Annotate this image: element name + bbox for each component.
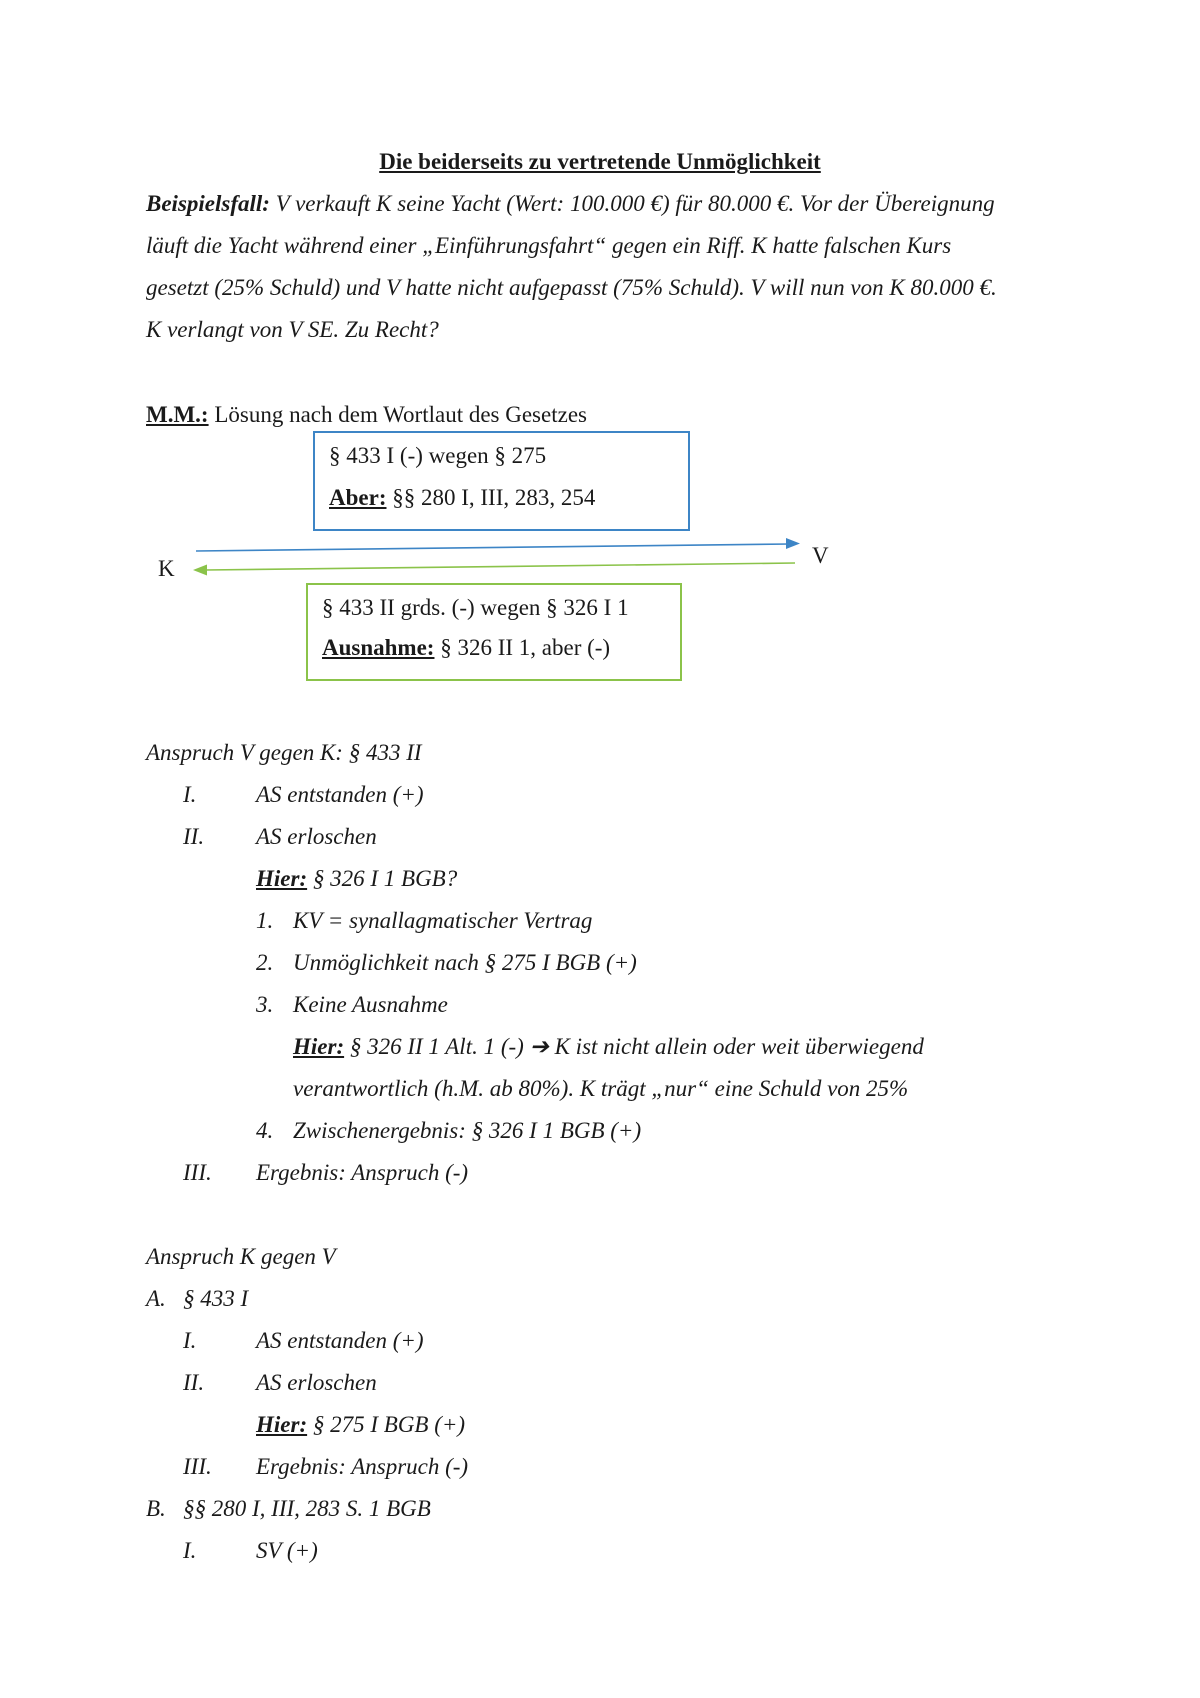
party-v-label: V <box>812 543 829 568</box>
claim2-hier-text: § 275 I BGB (+) <box>307 1412 466 1437</box>
claim1-hier-text: § 326 I 1 BGB? <box>307 866 458 891</box>
case-label: Beispielsfall: <box>146 191 270 216</box>
arrow-v-to-k <box>205 563 795 570</box>
claim2-hier-line <box>256 1413 465 1436</box>
arrow-k-to-v <box>196 544 790 551</box>
top-box-line-2 <box>329 486 595 509</box>
claim2-i-num: I. <box>183 1328 197 1353</box>
claim2-b-i-text: SV (+) <box>256 1538 318 1563</box>
claim2-ii-num: II. <box>183 1370 205 1395</box>
case-line-3: gesetzt (25% Schuld) und V hatte nicht aufgepasst (75% Schuld). V will nun von K 80.000 €. <box>146 275 997 300</box>
claim2-iii-text: Ergebnis: Anspruch (-) <box>256 1454 469 1479</box>
claim1-n1: 1. <box>256 908 274 933</box>
claim1-heading: Anspruch V gegen K: § 433 II <box>146 740 422 765</box>
claim2-a-num: A. <box>146 1286 166 1311</box>
claim1-hier-label: Hier: <box>256 866 308 891</box>
claim1-hier2-cont: verantwortlich (h.M. ab 80%). K trägt „nur“ eine Schuld von 25% <box>293 1076 909 1101</box>
claim2-b-text: §§ 280 I, III, 283 S. 1 BGB <box>183 1496 431 1521</box>
case-line-2: läuft die Yacht während einer „Einführungsfahrt“ gegen ein Riff. K hatte falschen Kurs <box>146 233 952 258</box>
claim1-hier-line <box>256 867 457 890</box>
top-box-line-1: § 433 I (-) wegen § 275 <box>329 443 547 468</box>
claim1-t2: Unmöglichkeit nach § 275 I BGB (+) <box>293 950 637 975</box>
mm-text: Lösung nach dem Wortlaut des Gesetzes <box>208 402 587 427</box>
bottom-box-line-1: § 433 II grds. (-) wegen § 326 I 1 <box>322 595 629 620</box>
claim2-ii-text: AS erloschen <box>256 1370 377 1395</box>
mm-line <box>146 403 587 426</box>
claim1-ii-text: AS erloschen <box>256 824 377 849</box>
party-k-label: K <box>158 556 175 581</box>
page-title: Die beiderseits zu vertretende Unmöglichkeit <box>379 149 821 174</box>
arrow-k-to-v-head <box>786 538 800 549</box>
mm-label: M.M.: <box>146 402 209 427</box>
top-claim-box <box>313 431 690 531</box>
claim1-ii-num: II. <box>183 824 205 849</box>
claim2-b-num: B. <box>146 1496 166 1521</box>
claim1-t1: KV = synallagmatischer Vertrag <box>293 908 593 933</box>
case-text-1: V verkauft K seine Yacht (Wert: 100.000 €) für 80.000 €. Vor der Übereignung <box>269 191 995 216</box>
arrow-v-to-k-head <box>193 565 207 576</box>
claim1-i-text: AS entstanden (+) <box>256 782 424 807</box>
claim1-t3: Keine Ausnahme <box>293 992 448 1017</box>
case-line-1 <box>146 192 995 215</box>
bottom-box-line-2 <box>322 636 610 659</box>
claim1-iii-text: Ergebnis: Anspruch (-) <box>256 1160 469 1185</box>
claim1-hier2-text: § 326 II 1 Alt. 1 (-) ➔ K ist nicht allein oder weit überwiegend <box>344 1034 924 1059</box>
claim1-n3: 3. <box>256 992 274 1017</box>
bottom-claim-box <box>306 583 682 681</box>
bottom-box-ausnahme-label: Ausnahme: <box>322 635 435 660</box>
bottom-box-ausnahme-text: § 326 II 1, aber (-) <box>434 635 611 660</box>
claim1-n2: 2. <box>256 950 274 975</box>
claim2-i-text: AS entstanden (+) <box>256 1328 424 1353</box>
claim2-iii-num: III. <box>183 1454 212 1479</box>
case-line-4: K verlangt von V SE. Zu Recht? <box>146 317 439 342</box>
claim1-hier2-label: Hier: <box>293 1034 345 1059</box>
top-box-aber-label: Aber: <box>329 485 387 510</box>
claim1-n4: 4. <box>256 1118 274 1143</box>
top-box-aber-text: §§ 280 I, III, 283, 254 <box>386 485 596 510</box>
claim2-hier-label: Hier: <box>256 1412 308 1437</box>
claim1-i-num: I. <box>183 782 197 807</box>
claim2-heading: Anspruch K gegen V <box>146 1244 336 1269</box>
claim2-a-text: § 433 I <box>183 1286 249 1311</box>
claim1-t4: Zwischenergebnis: § 326 I 1 BGB (+) <box>293 1118 642 1143</box>
claim1-iii-num: III. <box>183 1160 212 1185</box>
claim1-hier2-line <box>293 1035 924 1058</box>
claim2-b-i-num: I. <box>183 1538 197 1563</box>
